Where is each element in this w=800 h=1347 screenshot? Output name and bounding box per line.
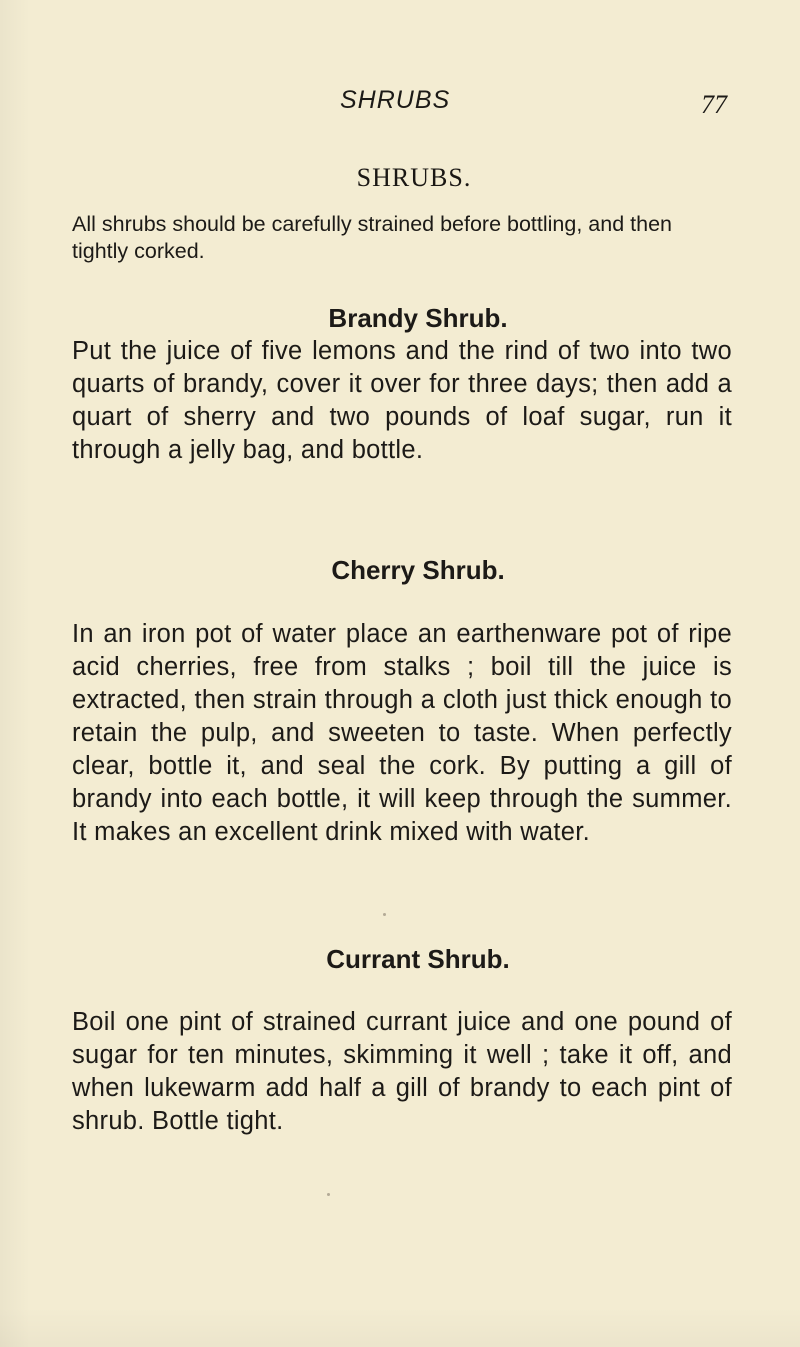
recipe-heading-cherry-shrub: Cherry Shrub. <box>331 555 505 585</box>
recipe-heading-brandy-shrub: Brandy Shrub. <box>328 303 508 333</box>
recipe-body-brandy-shrub: Put the juice of five lemons and the rind of two into two quarts of brandy, cover it over for three days; then add a quart of sherry and two pounds of loaf sugar, run it through a jelly bag, and bottle. <box>72 337 732 464</box>
page-number: 77 <box>701 90 727 119</box>
paper-speck <box>383 913 386 916</box>
recipe-body-cherry-shrub: In an iron pot of water place an earthenware pot of ripe acid cherries, free from stalks ; boil till the juice is extracted, then strain through a cloth just thick enough to retain the pulp, and sweeten to taste. When perfectly clear, bottle it, and seal the cork. By putting a gill of brandy into each bottle, it will keep through the summer. It makes an excellent drink mixed with water. <box>72 620 732 846</box>
running-head <box>0 86 800 126</box>
section-title: SHRUBS. <box>356 163 472 192</box>
paper-speck <box>327 1193 330 1196</box>
section-intro: All shrubs should be carefully strained before bottling, and then tightly corked. <box>72 212 672 263</box>
recipe-body-currant-shrub: Boil one pint of strained currant juice and one pound of sugar for ten minutes, skimming it well ; take it off, and when lukewarm add half a gill of brandy to each pint of shrub. Bottle tight. <box>72 1008 732 1135</box>
running-title: SHRUBS <box>340 86 451 114</box>
recipe-heading-currant-shrub: Currant Shrub. <box>326 944 510 974</box>
